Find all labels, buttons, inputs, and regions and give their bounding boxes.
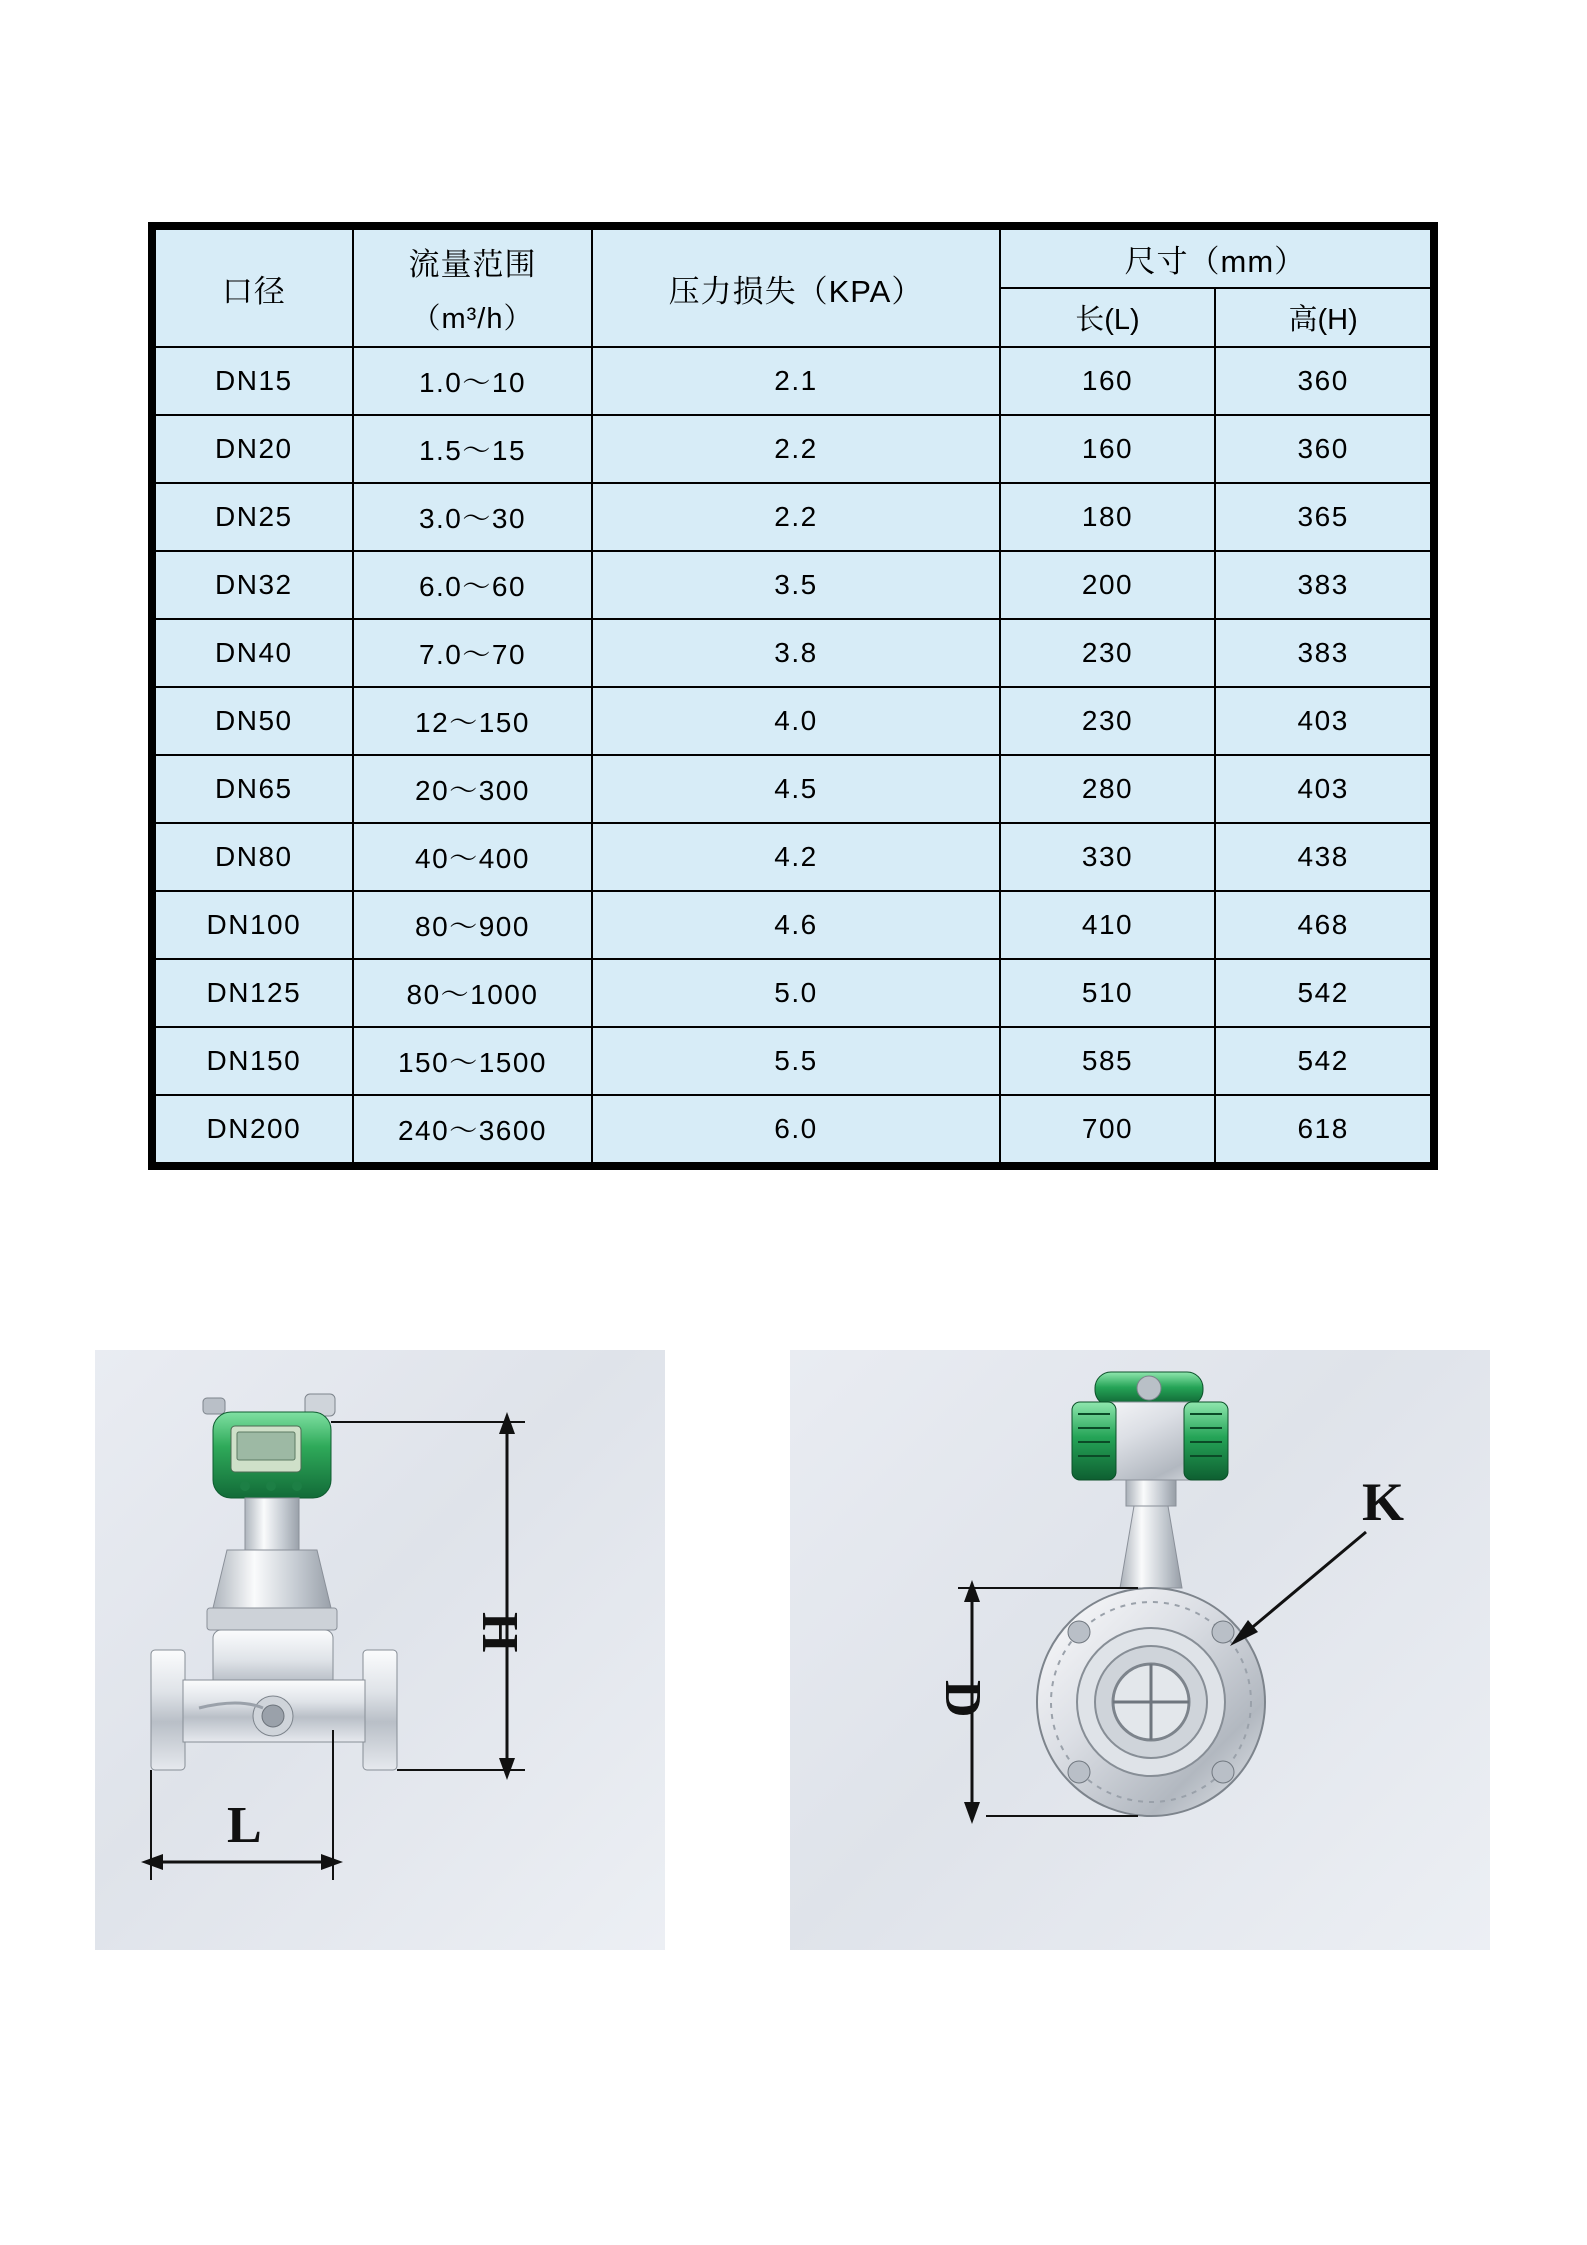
cell-flow-range: 80～1000: [353, 959, 593, 1027]
side-view-drawing: [95, 1350, 665, 1950]
cell-bore: DN125: [155, 959, 353, 1027]
figure-side-view: [95, 1350, 665, 1950]
cell-height: 542: [1215, 1027, 1431, 1095]
cell-height: 365: [1215, 483, 1431, 551]
cell-length: 280: [1000, 755, 1216, 823]
cell-flow-range: 1.0～10: [353, 347, 593, 415]
cell-pressure-loss: 5.0: [592, 959, 999, 1027]
transmitter-neck-front-icon: [1120, 1480, 1182, 1588]
flange-front-icon: [1037, 1588, 1265, 1816]
cell-pressure-loss: 4.5: [592, 755, 999, 823]
svg-text:K: K: [1362, 1472, 1405, 1532]
cell-bore: DN32: [155, 551, 353, 619]
transmitter-head-icon: [203, 1394, 335, 1498]
figure-section: [0, 1330, 1587, 2020]
cell-length: 410: [1000, 891, 1216, 959]
table-header-row: [155, 229, 1431, 288]
cell-height: 542: [1215, 959, 1431, 1027]
cell-flow-range: 1.5～15: [353, 415, 593, 483]
cell-flow-range: 3.0～30: [353, 483, 593, 551]
cell-flow-range: 150～1500: [353, 1027, 593, 1095]
cell-pressure-loss: 2.2: [592, 415, 999, 483]
cell-pressure-loss: 2.2: [592, 483, 999, 551]
front-view-drawing: [790, 1350, 1490, 1950]
header-pressure-loss: 压力损失（KPA）: [592, 229, 999, 347]
cell-length: 330: [1000, 823, 1216, 891]
cell-height: 468: [1215, 891, 1431, 959]
cell-flow-range: 7.0～70: [353, 619, 593, 687]
cell-bore: DN15: [155, 347, 353, 415]
svg-text:D: D: [934, 1680, 991, 1718]
cell-flow-range: 12～150: [353, 687, 593, 755]
flow-meter-body-icon: [151, 1630, 397, 1770]
cell-pressure-loss: 3.8: [592, 619, 999, 687]
table-row: [155, 891, 1431, 959]
cell-length: 160: [1000, 415, 1216, 483]
cell-length: 510: [1000, 959, 1216, 1027]
table-row: [155, 1095, 1431, 1163]
svg-text:H: H: [471, 1612, 528, 1653]
cell-bore: DN100: [155, 891, 353, 959]
table-body: [155, 347, 1431, 1163]
table-row: [155, 1027, 1431, 1095]
header-bore: 口径: [155, 229, 353, 347]
cell-height: 383: [1215, 551, 1431, 619]
table-row: [155, 959, 1431, 1027]
cell-height: 383: [1215, 619, 1431, 687]
table-row: [155, 755, 1431, 823]
cell-flow-range: 6.0～60: [353, 551, 593, 619]
header-length: 长(L): [1000, 288, 1216, 347]
cell-bore: DN80: [155, 823, 353, 891]
cell-pressure-loss: 5.5: [592, 1027, 999, 1095]
cell-pressure-loss: 6.0: [592, 1095, 999, 1163]
header-flow-range-main: 流量范围: [408, 247, 537, 282]
table-row: [155, 347, 1431, 415]
cell-height: 403: [1215, 755, 1431, 823]
header-flow-range: [353, 229, 593, 347]
cell-bore: DN25: [155, 483, 353, 551]
cell-length: 200: [1000, 551, 1216, 619]
table-row: [155, 551, 1431, 619]
cell-height: 360: [1215, 415, 1431, 483]
transmitter-head-front-icon: [1072, 1372, 1228, 1480]
cell-height: 438: [1215, 823, 1431, 891]
cell-flow-range: 80～900: [353, 891, 593, 959]
cell-pressure-loss: 2.1: [592, 347, 999, 415]
cell-bore: DN50: [155, 687, 353, 755]
cell-bore: DN200: [155, 1095, 353, 1163]
cell-flow-range: 240～3600: [353, 1095, 593, 1163]
table-row: [155, 823, 1431, 891]
cell-height: 360: [1215, 347, 1431, 415]
table-row: [155, 619, 1431, 687]
cell-length: 700: [1000, 1095, 1216, 1163]
cell-length: 230: [1000, 619, 1216, 687]
cell-length: 160: [1000, 347, 1216, 415]
cell-length: 585: [1000, 1027, 1216, 1095]
specification-table: [148, 222, 1438, 1170]
cell-length: 230: [1000, 687, 1216, 755]
svg-text:L: L: [227, 1797, 262, 1854]
header-flow-range-unit: （m³/h）: [411, 303, 534, 335]
cell-flow-range: 40～400: [353, 823, 593, 891]
cell-bore: DN40: [155, 619, 353, 687]
cell-bore: DN65: [155, 755, 353, 823]
cell-flow-range: 20～300: [353, 755, 593, 823]
table-row: [155, 415, 1431, 483]
table-row: [155, 483, 1431, 551]
header-height: 高(H): [1215, 288, 1431, 347]
cell-height: 618: [1215, 1095, 1431, 1163]
cell-pressure-loss: 3.5: [592, 551, 999, 619]
callout-k: [1230, 1472, 1404, 1646]
cell-height: 403: [1215, 687, 1431, 755]
table-row: [155, 687, 1431, 755]
figure-front-view: [790, 1350, 1490, 1950]
header-dimensions: 尺寸（mm）: [1000, 229, 1431, 288]
cell-pressure-loss: 4.0: [592, 687, 999, 755]
cell-pressure-loss: 4.6: [592, 891, 999, 959]
cell-bore: DN20: [155, 415, 353, 483]
spec-table: [154, 228, 1432, 1164]
cell-pressure-loss: 4.2: [592, 823, 999, 891]
cell-bore: DN150: [155, 1027, 353, 1095]
cell-length: 180: [1000, 483, 1216, 551]
transmitter-neck-icon: [207, 1498, 337, 1630]
